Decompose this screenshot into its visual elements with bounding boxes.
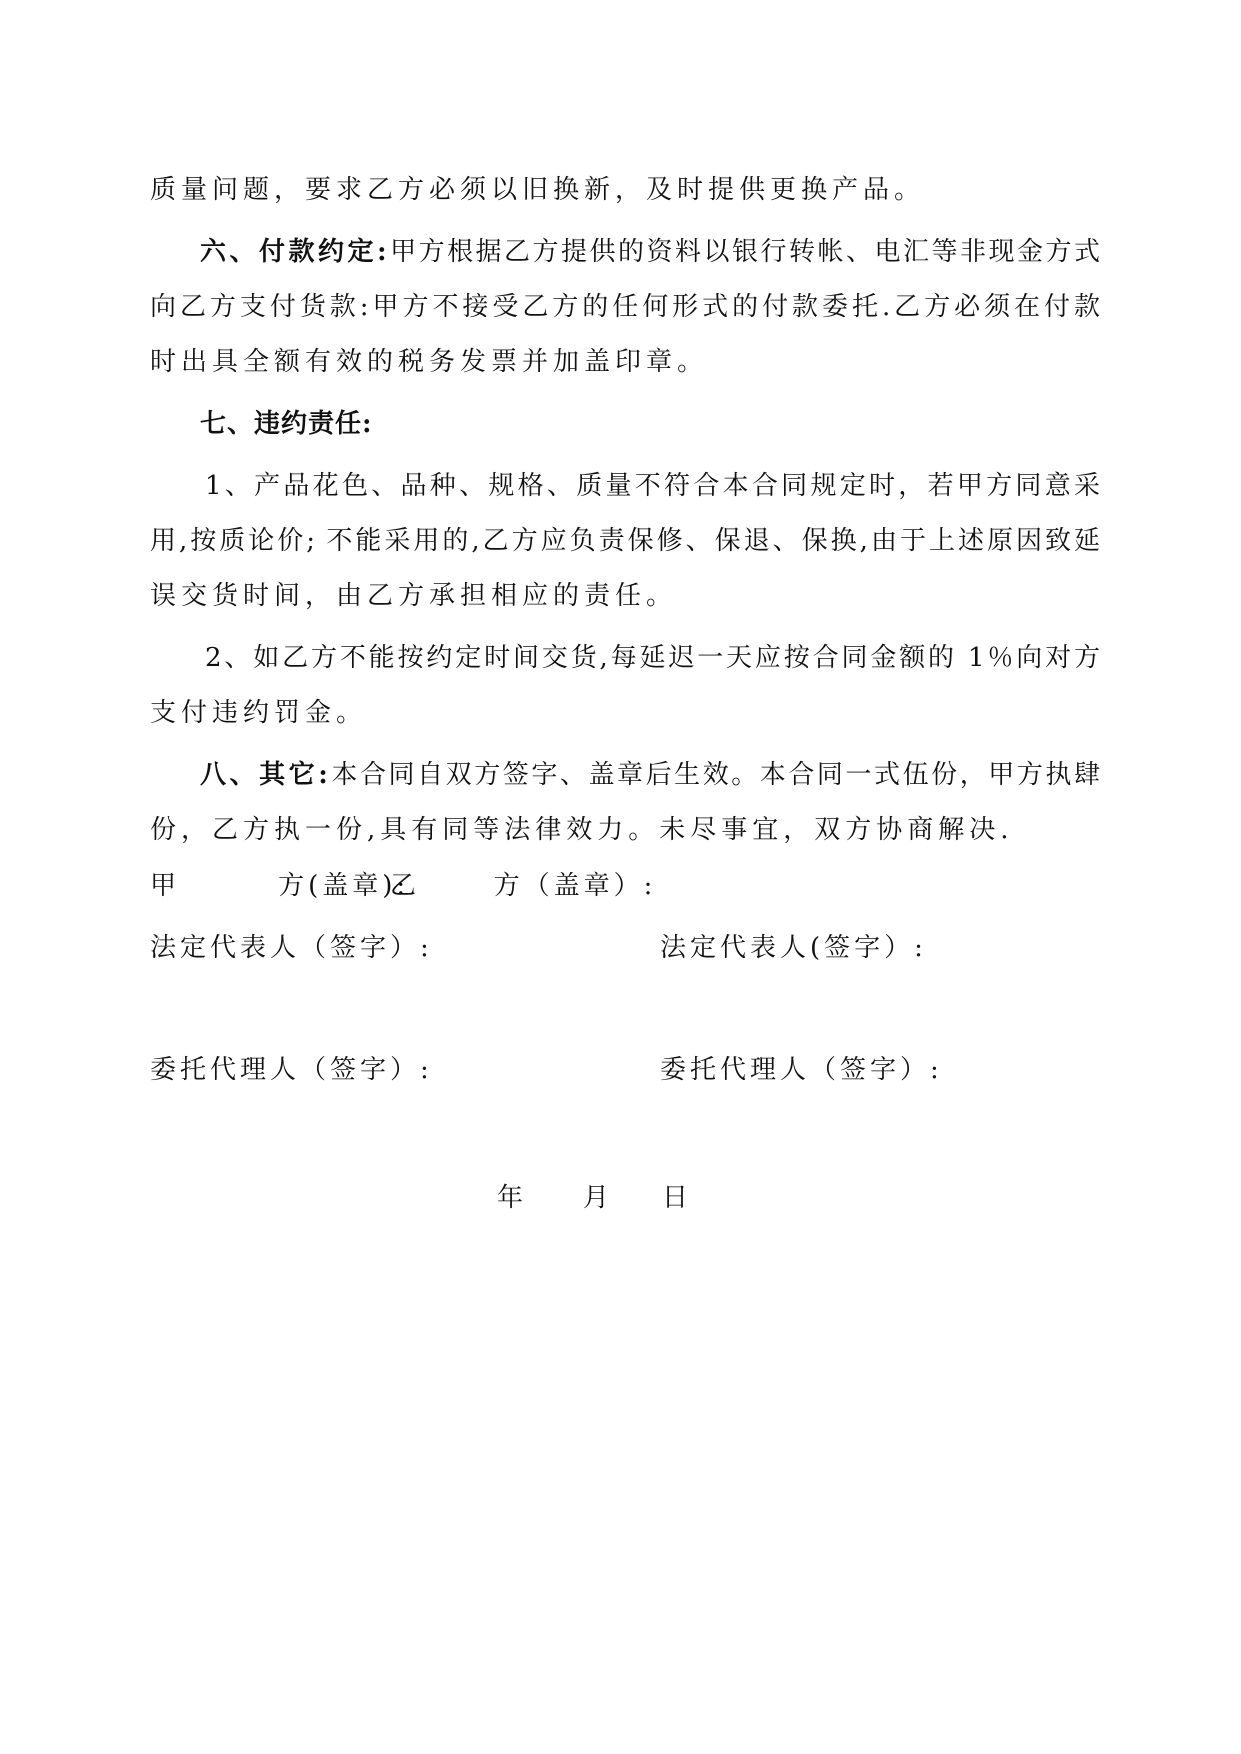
date-day-label: 日 [662, 1183, 693, 1213]
clause-6-text-1: 甲方根据乙方提供的资料以银行转帐、电汇等非现金方式 [387, 237, 1100, 267]
date-year-label: 年 [497, 1183, 528, 1213]
party-a-agent-label: 委托代理人（签字）: [150, 1055, 433, 1085]
clause-5-tail: 质量问题，要求乙方必须以旧换新，及时提供更换产品。 [150, 175, 926, 205]
party-b-agent-label: 委托代理人（签字）: [660, 1055, 943, 1085]
clause-8-line-1 [150, 755, 1100, 795]
party-b-seal-label: 乙 方（盖章）: [390, 871, 657, 901]
clause-6-line-3: 时出具全额有效的税务发票并加盖印章。 [150, 347, 709, 377]
clause-7-item-2-line-1: 2、如乙方不能按约定时间交货,每延迟一天应按合同金额的 1％向对方 [205, 643, 1100, 673]
clause-7-heading: 七、违约责任: [200, 409, 373, 439]
contract-page [150, 0, 1100, 1754]
party-a-legal-rep-label: 法定代表人（签字）: [150, 933, 433, 963]
clause-8-heading: 八、其它: [200, 760, 329, 790]
clause-6-line-1 [150, 232, 1100, 272]
clause-7-item-1-line-2: 用,按质论价; 不能采用的,乙方应负责保修、保退、保换,由于上述原因致延 [150, 526, 1100, 556]
clause-7-item-1-line-3: 误交货时间，由乙方承担相应的责任。 [150, 581, 678, 611]
party-a-seal-label: 甲 方(盖章): [150, 871, 410, 901]
clause-6-heading: 六、付款约定: [200, 237, 388, 267]
clause-8-line-2: 份，乙方执一份,具有同等法律效力。未尽事宜，双方协商解决. [150, 815, 1014, 845]
clause-7-item-2-line-2: 支付违约罚金。 [150, 698, 368, 728]
party-b-legal-rep-label: 法定代表人(签字）: [660, 933, 927, 963]
clause-6-line-2: 向乙方支付货款:甲方不接受乙方的任何形式的付款委托.乙方必须在付款 [150, 292, 1100, 322]
clause-8-text-1: 本合同自双方签字、盖章后生效。本合同一式伍份，甲方执肆 [328, 760, 1100, 790]
date-month-label: 月 [583, 1183, 614, 1213]
clause-7-item-1-line-1: 1、产品花色、品种、规格、质量不符合本合同规定时，若甲方同意采 [205, 471, 1100, 501]
